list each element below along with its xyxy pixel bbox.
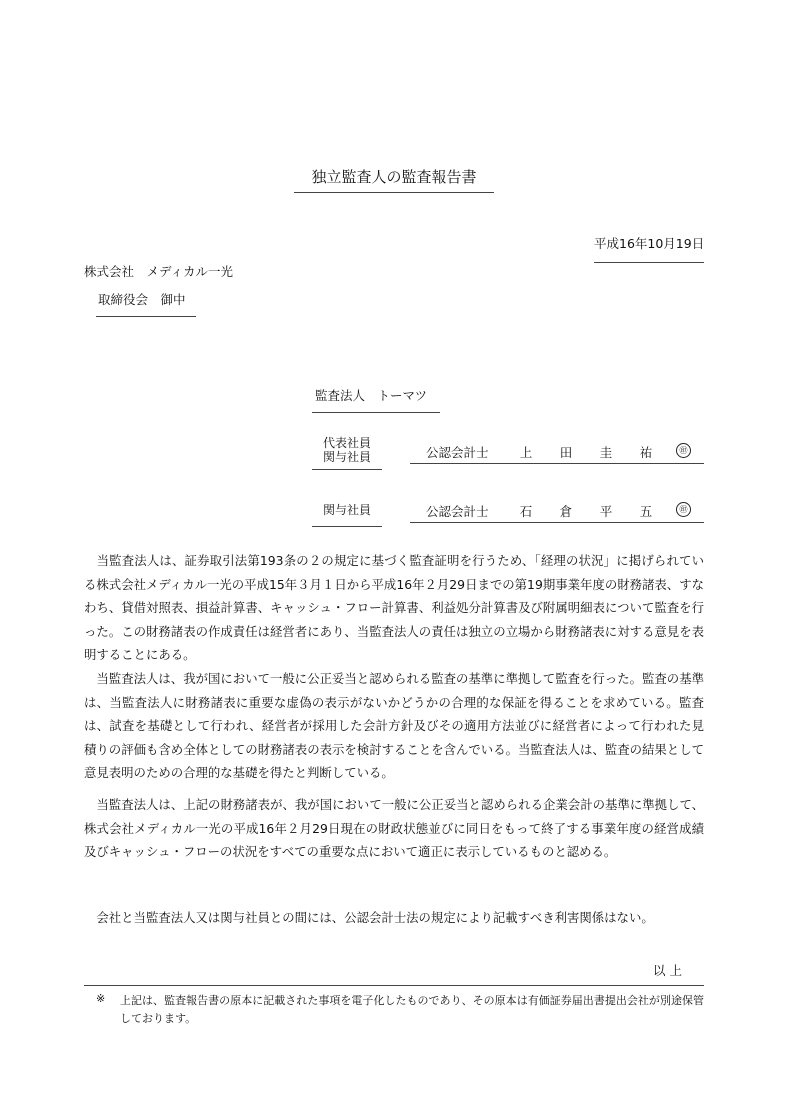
signatory-1-name-char: 上 bbox=[519, 445, 533, 460]
addressee-company: 株式会社 メディカル一光 bbox=[84, 264, 234, 279]
signatory-1-role bbox=[312, 436, 382, 470]
closing-mark: 以上 bbox=[653, 963, 687, 978]
footnote-divider bbox=[84, 985, 704, 986]
report-date: 平成16年10月19日 bbox=[594, 234, 704, 263]
body-paragraph: 当監査法人は、上記の財務諸表が、我が国において一般に公正妥当と認められる企業会計の基準に準拠して、株式会社メディカル一光の平成16年２月29日現在の財政状態並びに同日をもって終了する事業年度の経営成績及びキャッシュ・フローの状況をすべての重要な点において適正に表示しているものと認める。 bbox=[84, 797, 704, 860]
signatory-2-role bbox=[312, 501, 382, 527]
signatory-1-qualification: 公認会計士 bbox=[426, 445, 489, 460]
signatory-1-role-line2: 関与社員 bbox=[322, 450, 371, 464]
body-paragraph: 当監査法人は、証券取引法第193条の２の規定に基づく監査証明を行うため、「経理の状況」に掲げられている株式会社メディカル一光の平成15年３月１日から平成16年２月29日までの第19期事業年度の財務諸表、すなわち、貸借対照表、損益計算書、キャッシュ・フロー計算書、利益処分計算書及び附属明細表について監査を行った。この財務諸表の作成責任は経営者にあり、当監査法人の責任は独立の立場から財務諸表に対する意見を表明することにある。 bbox=[84, 553, 704, 663]
signatory-2-line bbox=[410, 500, 704, 523]
signatory-2-name-char: 平 bbox=[599, 504, 613, 519]
body-paragraph: 会社と当監査法人又は関与社員との間には、公認会計士法の規定により記載すべき利害関係はない。 bbox=[96, 910, 654, 925]
addressee-board: 取締役会 御中 bbox=[96, 290, 196, 317]
seal-icon: ㊞ bbox=[676, 443, 691, 458]
footnote-mark: ※ bbox=[96, 992, 106, 1005]
signatory-2-name-char: 石 bbox=[519, 504, 533, 519]
seal-icon: ㊞ bbox=[676, 502, 691, 517]
signatory-1-name-char: 田 bbox=[559, 445, 573, 460]
signatory-1-line bbox=[410, 441, 704, 464]
signatory-2-qualification: 公認会計士 bbox=[426, 504, 489, 519]
signatory-2-name-char: 倉 bbox=[559, 504, 573, 519]
audit-firm-name: 監査法人 トーマツ bbox=[312, 386, 440, 413]
signatory-1-name-char: 祐 bbox=[639, 445, 653, 460]
signatory-1-role-line1: 代表社員 bbox=[322, 436, 371, 450]
signatory-2-name-char: 五 bbox=[639, 504, 653, 519]
footnote: 上記は、監査報告書の原本に記載された事項を電子化したものであり、その原本は有価証券届出書提出会社が別途保管しております。 bbox=[120, 994, 704, 1025]
signatory-2-role-line1: 関与社員 bbox=[322, 503, 371, 517]
body-paragraph: 当監査法人は、我が国において一般に公正妥当と認められる監査の基準に準拠して監査を行った。監査の基準は、当監査法人に財務諸表に重要な虚偽の表示がないかどうかの合理的な保証を得ることを求めている。監査は、試査を基礎として行われ、経営者が採用した会計方針及びその適用方法並びに経営者によって行われた見積りの評価も含め全体としての財務諸表の表示を検討することを含んでいる。当監査法人は、監査の結果として意見表明のための合理的な基礎を得たと判断している。 bbox=[84, 671, 704, 781]
page-title: 独立監査人の監査報告書 bbox=[294, 166, 494, 193]
signatory-1-name-char: 圭 bbox=[599, 445, 613, 460]
